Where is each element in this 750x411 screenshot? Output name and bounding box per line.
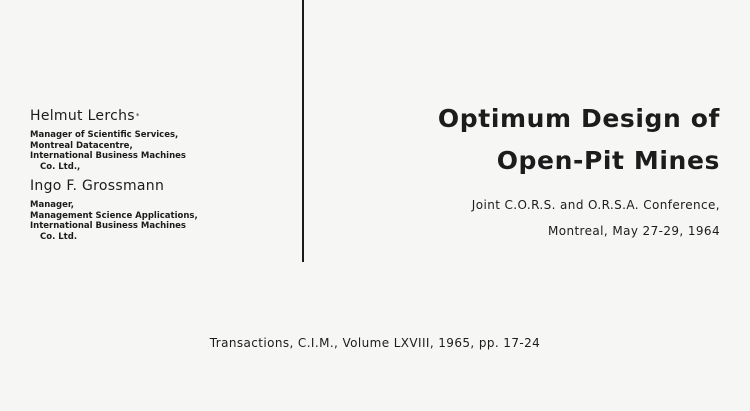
vertical-divider (302, 0, 304, 262)
conference-location-date: Montreal, May 27-29, 1964 (547, 224, 720, 238)
author-name-2: Ingo F. Grossmann (30, 178, 165, 194)
affiliation-line: Manager of Scientific Services, (30, 130, 179, 140)
affiliation-line: Management Science Applications, (30, 210, 198, 221)
author-footnote-mark: * (135, 112, 140, 120)
citation-footer: Transactions, C.I.M., Volume LXVIII, 1965, pp. 17-24 (209, 336, 541, 350)
paper-title-line-1: Optimum Design of (437, 104, 720, 133)
affiliation-line: Montreal Datacentre, (30, 140, 133, 151)
author-name-1 (30, 108, 295, 124)
affiliation-line: International Business Machines (30, 151, 186, 161)
title-block (320, 104, 720, 238)
conference-name: Joint C.O.R.S. and O.R.S.A. Conference, (471, 198, 720, 212)
author-affiliation-1 (30, 130, 295, 172)
author-affiliation-2 (30, 200, 295, 242)
affiliation-line: International Business Machines (30, 221, 186, 231)
affiliation-line: Manager, (30, 200, 75, 210)
author-name-1-text: Helmut Lerchs (30, 108, 135, 124)
affiliation-line: Co. Ltd. (40, 231, 78, 242)
affiliation-line: Co. Ltd., (40, 161, 81, 172)
author-block (30, 108, 295, 242)
paper-title-line-2: Open-Pit Mines (496, 146, 720, 175)
